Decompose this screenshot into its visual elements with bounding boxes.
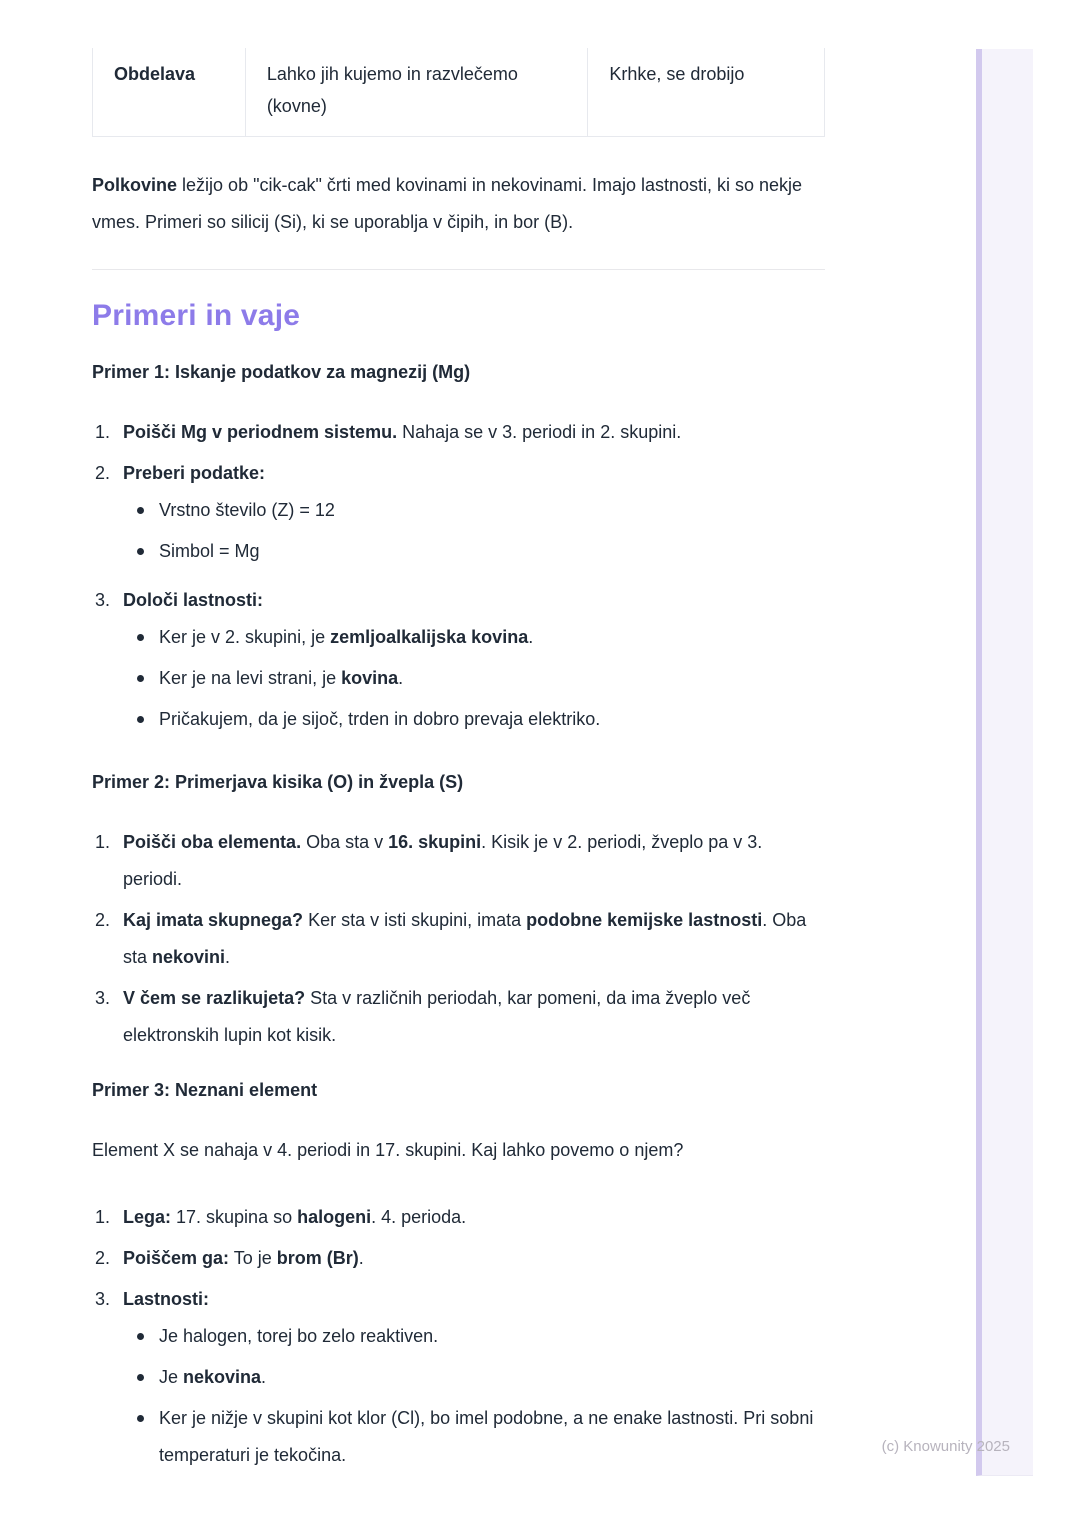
list-number: 2. xyxy=(95,1248,111,1268)
list-number: 3. xyxy=(95,590,111,610)
bullet-item xyxy=(123,492,825,529)
list-item xyxy=(92,582,825,746)
example1-list xyxy=(92,414,825,746)
bullet-list xyxy=(123,1318,825,1474)
list-number: 2. xyxy=(95,463,111,483)
list-number: 1. xyxy=(95,832,111,852)
list-number: 2. xyxy=(95,910,111,930)
table-cell-property: Obdelava xyxy=(93,48,246,136)
section-title: Primeri in vaje xyxy=(92,299,301,332)
list-item-body xyxy=(123,582,825,746)
example2-list xyxy=(92,824,825,1054)
list-item xyxy=(92,455,825,578)
example1-title: Primer 1: Iskanje podatkov za magnezij (Mg) xyxy=(92,362,471,382)
list-item xyxy=(92,1281,825,1482)
bullet-text: Ker je na levi strani, je kovina. xyxy=(159,668,404,688)
bullet-item xyxy=(123,1318,825,1355)
bullet-list xyxy=(123,619,825,738)
list-number: 1. xyxy=(95,422,111,442)
bullet-item xyxy=(123,660,825,697)
list-item-text: Kaj imata skupnega? Ker sta v isti skupini, imata podobne kemijske lastnosti. Oba sta nekovini. xyxy=(123,910,807,967)
bullet-list xyxy=(123,492,825,570)
bullet-text: Je halogen, torej bo zelo reaktiven. xyxy=(159,1326,439,1346)
example2-title: Primer 2: Primerjava kisika (O) in žvepla (S) xyxy=(92,772,464,792)
list-item xyxy=(92,980,825,1054)
bullet-text: Ker je nižje v skupini kot klor (Cl), bo imel podobne, a ne enake lastnosti. Pri sobni temperaturi je tekočina. xyxy=(159,1408,814,1465)
bullet-item xyxy=(123,619,825,656)
bullet-text: Ker je v 2. skupini, je zemljoalkalijska kovina. xyxy=(159,627,534,647)
list-item-text: Lastnosti: xyxy=(123,1289,210,1309)
list-item-text: V čem se razlikujeta? Sta v različnih periodah, kar pomeni, da ima žveplo več elektronskih lupin kot kisik. xyxy=(123,988,751,1045)
list-number: 3. xyxy=(95,1289,111,1309)
table-row-obdelava xyxy=(92,48,825,137)
bullet-dot-icon xyxy=(137,716,144,723)
example3-title: Primer 3: Neznani element xyxy=(92,1080,318,1100)
list-item xyxy=(92,1199,825,1236)
bullet-dot-icon xyxy=(137,634,144,641)
list-item-text: Določi lastnosti: xyxy=(123,590,264,610)
example3-intro: Element X se nahaja v 4. periodi in 17. skupini. Kaj lahko povemo o njem? xyxy=(92,1140,684,1160)
bullet-dot-icon xyxy=(137,675,144,682)
bullet-item xyxy=(123,1400,825,1474)
bullet-text: Simbol = Mg xyxy=(159,541,260,561)
list-item xyxy=(92,414,825,451)
list-item-text: Poiščem ga: To je brom (Br). xyxy=(123,1248,364,1268)
list-item xyxy=(92,902,825,976)
list-item-text: Lega: 17. skupina so halogeni. 4. perioda. xyxy=(123,1207,467,1227)
list-item-body xyxy=(123,455,825,578)
bullet-item xyxy=(123,701,825,738)
bullet-dot-icon xyxy=(137,1333,144,1340)
bullet-item xyxy=(123,1359,825,1396)
bullet-dot-icon xyxy=(137,1374,144,1381)
table-cell-nonmetals: Krhke, se drobijo xyxy=(588,48,825,136)
bullet-text: Pričakujem, da je sijoč, trden in dobro prevaja elektriko. xyxy=(159,709,601,729)
bullet-dot-icon xyxy=(137,548,144,555)
document-page xyxy=(92,48,825,1486)
example3-list xyxy=(92,1199,825,1482)
copyright-watermark: (c) Knowunity 2025 xyxy=(881,1438,1010,1455)
metalloids-paragraph: Polkovine ležijo ob "cik-cak" črti med kovinami in nekovinami. Imajo lastnosti, ki so nekje vmes. Primeri so silicij (Si), ki se uporablja v čipih, in bor (B). xyxy=(92,175,803,232)
list-item xyxy=(92,824,825,898)
bullet-dot-icon xyxy=(137,507,144,514)
right-margin-panel xyxy=(976,49,1033,1476)
bullet-text: Je nekovina. xyxy=(159,1367,267,1387)
list-item-text: Poišči Mg v periodnem sistemu. Nahaja se v 3. periodi in 2. skupini. xyxy=(123,422,682,442)
list-item xyxy=(92,1240,825,1277)
list-number: 3. xyxy=(95,988,111,1008)
bullet-dot-icon xyxy=(137,1415,144,1422)
bullet-item xyxy=(123,533,825,570)
list-item-text: Poišči oba elementa. Oba sta v 16. skupini. Kisik je v 2. periodi, žveplo pa v 3. periodi. xyxy=(123,832,763,889)
section-divider xyxy=(92,269,825,270)
list-item-text: Preberi podatke: xyxy=(123,463,266,483)
bullet-text: Vrstno število (Z) = 12 xyxy=(159,500,335,520)
table-cell-metals: Lahko jih kujemo in razvlečemo (kovne) xyxy=(246,48,589,136)
list-item-body xyxy=(123,1281,825,1482)
list-number: 1. xyxy=(95,1207,111,1227)
